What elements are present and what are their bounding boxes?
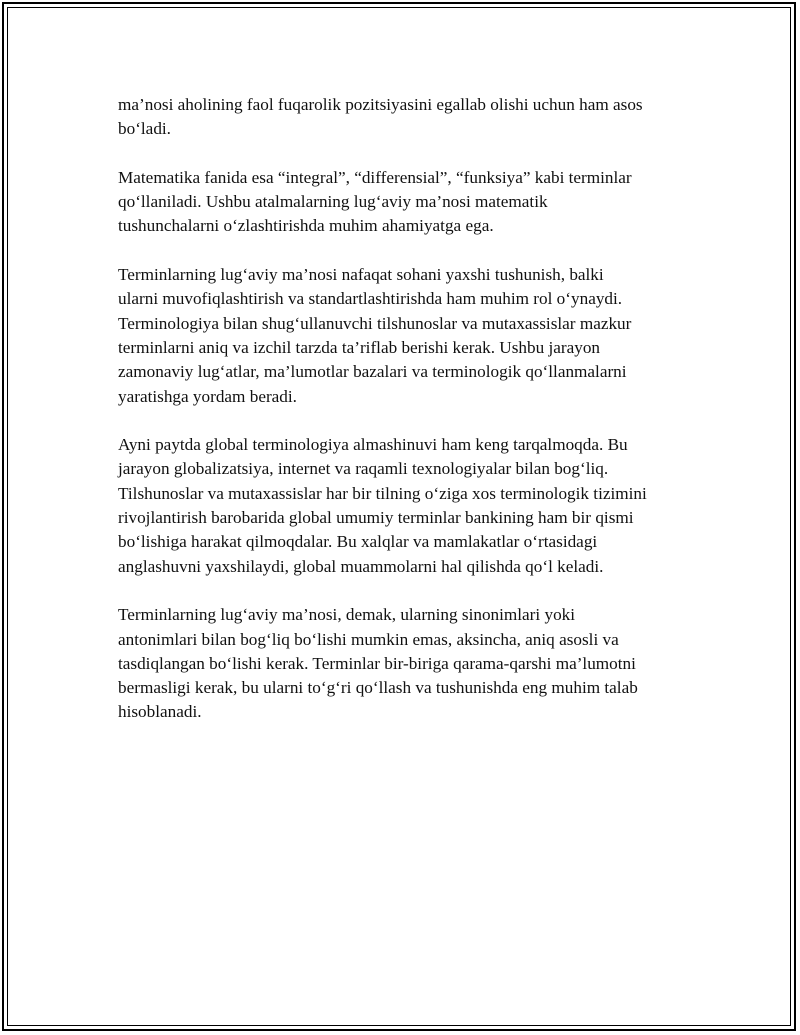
text-line: jarayon globalizatsiya, internet va raqamli texnologiyalar bilan bog‘liq. xyxy=(118,459,609,479)
paragraph-2 xyxy=(118,166,698,239)
text-line: bo‘ladi. xyxy=(118,119,171,139)
text-line: antonimlari bilan bog‘liq bo‘lishi mumkin emas, aksincha, aniq asosli va xyxy=(118,629,619,649)
text-line: zamonaviy lug‘atlar, ma’lumotlar bazalari va terminologik qo‘llanmalarni xyxy=(118,362,627,382)
text-line: Matematika fanida esa “integral”, “differensial”, “funksiya” kabi terminlar xyxy=(118,167,632,187)
text-line: Tilshunoslar va mutaxassislar har bir tilning o‘ziga xos terminologik tizimini xyxy=(118,483,647,503)
text-line: qo‘llaniladi. Ushbu atalmalarning lug‘aviy ma’nosi matematik xyxy=(118,192,548,212)
text-line: bo‘lishiga harakat qilmoqdalar. Bu xalqlar va mamlakatlar o‘rtasidagi xyxy=(118,532,598,552)
text-line: Ayni paytda global terminologiya almashinuvi ham keng tarqalmoqda. Bu xyxy=(118,435,628,455)
text-line: ularni muvofiqlashtirish va standartlashtirishda ham muhim rol o‘ynaydi. xyxy=(118,289,623,309)
text-line: hisoblanadi. xyxy=(118,702,202,722)
text-line: anglashuvni yaxshilaydi, global muammolarni hal qilishda qo‘l keladi. xyxy=(118,556,604,576)
document-body xyxy=(118,93,698,749)
text-line: tasdiqlangan bo‘lishi kerak. Terminlar bir-biriga qarama-qarshi ma’lumotni xyxy=(118,653,636,673)
text-line: Terminologiya bilan shug‘ullanuvchi tilshunoslar va mutaxassislar mazkur xyxy=(118,313,632,333)
text-line: bermasligi kerak, bu ularni to‘g‘ri qo‘llash va tushunishda eng muhim talab xyxy=(118,678,638,698)
paragraph-1 xyxy=(118,93,698,142)
text-line: rivojlantirish barobarida global umumiy terminlar bankining ham bir qismi xyxy=(118,508,634,528)
paragraph-5 xyxy=(118,603,698,724)
text-line: tushunchalarni o‘zlashtirishda muhim ahamiyatga ega. xyxy=(118,216,494,236)
text-line: ma’nosi aholining faol fuqarolik pozitsiyasini egallab olishi uchun ham asos xyxy=(118,95,643,114)
text-line: yaratishga yordam beradi. xyxy=(118,386,297,406)
text-line: terminlarni aniq va izchil tarzda ta’riflab berishi kerak. Ushbu jarayon xyxy=(118,337,601,357)
text-line: Terminlarning lug‘aviy ma’nosi, demak, ularning sinonimlari yoki xyxy=(118,605,576,625)
paragraph-4 xyxy=(118,433,698,579)
paragraph-3 xyxy=(118,263,698,409)
text-line: Terminlarning lug‘aviy ma’nosi nafaqat sohani yaxshi tushunish, balki xyxy=(118,265,604,285)
